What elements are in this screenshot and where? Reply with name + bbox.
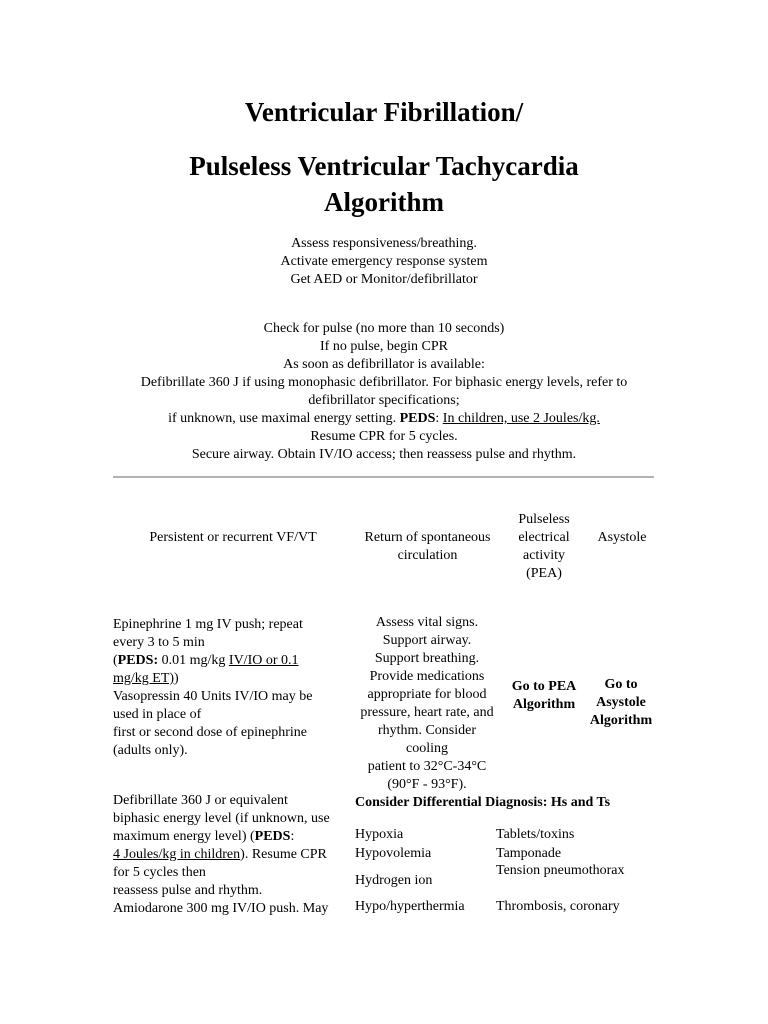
ts-item: Thrombosis, coronary — [496, 899, 620, 914]
protocol-text: : — [435, 411, 443, 426]
vf-text: ). Resume CPR — [240, 847, 327, 862]
intro-line: Activate emergency response system — [280, 254, 488, 269]
asystole-action-line: Asystole — [596, 695, 646, 710]
peds-label: PEDS — [399, 411, 436, 426]
protocol-line: Check for pulse (no more than 10 seconds) — [263, 321, 505, 336]
vf-text: ) — [174, 671, 179, 686]
rosc-line: Provide medications — [369, 669, 485, 684]
header-pea: Pulseless electrical activity (PEA) — [518, 512, 570, 581]
peds-label: PEDS — [254, 829, 291, 844]
rosc-line: (90°F - 93°F). — [387, 777, 467, 792]
rosc-line: patient to 32°C-34°C — [367, 759, 487, 774]
peds-energy-note: 4 Joules/kg in children — [113, 847, 241, 862]
hs-item: Hydrogen ion — [355, 873, 433, 888]
rosc-line: rhythm. Consider — [378, 723, 476, 738]
protocol-line: Secure airway. Obtain IV/IO access; then reassess pulse and rhythm. — [191, 447, 577, 462]
pea-action — [504, 678, 584, 714]
vf-line — [113, 670, 355, 688]
protocol-steps — [80, 320, 688, 464]
vf-line: for 5 cycles then — [113, 865, 206, 880]
peds-dose-note: In children, use 2 Joules/kg. — [442, 411, 600, 426]
vf-line: Vasopressin 40 Units IV/IO may be — [113, 689, 313, 704]
protocol-line: Defibrillate 360 J if using monophasic defibrillator. For biphasic energy levels, refer to — [140, 375, 628, 390]
page-subtitle: Pulseless Ventricular Tachycardia — [189, 151, 579, 181]
rosc-line: Support breathing. — [374, 651, 480, 666]
page-subtitle-algorithm: Algorithm — [324, 187, 444, 217]
hs-item: Hypoxia — [355, 827, 404, 842]
protocol-line: As soon as defibrillator is available: — [283, 357, 485, 372]
peds-route-note: mg/kg ET) — [113, 671, 175, 686]
vf-line — [113, 846, 355, 864]
vf-line: used in place of — [113, 707, 202, 722]
protocol-text: if unknown, use maximal energy setting. — [168, 411, 400, 426]
rosc-line: Support airway. — [382, 633, 472, 648]
vf-line: Defibrillate 360 J or equivalent — [113, 793, 288, 808]
rosc-line: cooling — [406, 741, 448, 756]
header-vf-vt: Persistent or recurrent VF/VT — [149, 530, 317, 545]
intro-line: Assess responsiveness/breathing. — [291, 236, 477, 251]
vf-line: Epinephrine 1 mg IV push; repeat — [113, 617, 303, 632]
intro-steps — [80, 235, 688, 289]
vf-line: first or second dose of epinephrine — [113, 725, 307, 740]
pea-action-line: Algorithm — [512, 697, 576, 712]
rosc-care-steps — [353, 614, 501, 794]
header-rosc: Return of spontaneous circulation — [364, 530, 491, 563]
intro-line: Get AED or Monitor/defibrillator — [290, 272, 478, 287]
vf-line: every 3 to 5 min — [113, 635, 205, 650]
vf-text: maximum energy level) ( — [113, 829, 255, 844]
rosc-line: pressure, heart rate, and — [360, 705, 494, 720]
ts-item: Tamponade — [496, 846, 562, 861]
protocol-line: If no pulse, begin CPR — [320, 339, 448, 354]
peds-label: PEDS: — [117, 653, 159, 668]
vf-text: ( — [113, 653, 118, 668]
ts-item: Tablets/toxins — [496, 827, 575, 842]
protocol-line-peds — [80, 410, 688, 428]
peds-route-note: IV/IO or 0.1 — [228, 653, 299, 668]
protocol-line: Resume CPR for 5 cycles. — [310, 429, 458, 444]
hs-item: Hypo/hyperthermia — [355, 899, 465, 914]
asystole-action — [585, 676, 657, 730]
pea-action-line: Go to PEA — [511, 679, 577, 694]
differential-diagnosis-heading: Consider Differential Diagnosis: Hs and Ts — [355, 795, 611, 810]
vf-vt-medication-steps — [113, 616, 355, 760]
header-asystole: Asystole — [597, 530, 647, 545]
vf-line: (adults only). — [113, 743, 188, 758]
ts-item: Tension pneumothorax — [496, 863, 625, 878]
page-title: Ventricular Fibrillation/ — [244, 97, 524, 127]
section-divider — [113, 476, 654, 478]
vf-text: : — [290, 829, 295, 844]
vf-line-peds — [113, 828, 355, 846]
vf-line: reassess pulse and rhythm. — [113, 883, 263, 898]
asystole-action-line: Algorithm — [589, 713, 653, 728]
rosc-line: appropriate for blood — [367, 687, 487, 702]
vf-line: Amiodarone 300 mg IV/IO push. May — [113, 901, 329, 916]
vf-vt-defibrillation-steps — [113, 792, 355, 918]
hs-item: Hypovolemia — [355, 846, 432, 861]
vf-line: biphasic energy level (if unknown, use — [113, 811, 330, 826]
rosc-line: Assess vital signs. — [375, 615, 479, 630]
vf-text: 0.01 mg/kg — [158, 653, 229, 668]
asystole-action-line: Go to — [604, 677, 638, 692]
vf-line-peds — [113, 652, 355, 670]
protocol-line: defibrillator specifications; — [308, 393, 460, 408]
